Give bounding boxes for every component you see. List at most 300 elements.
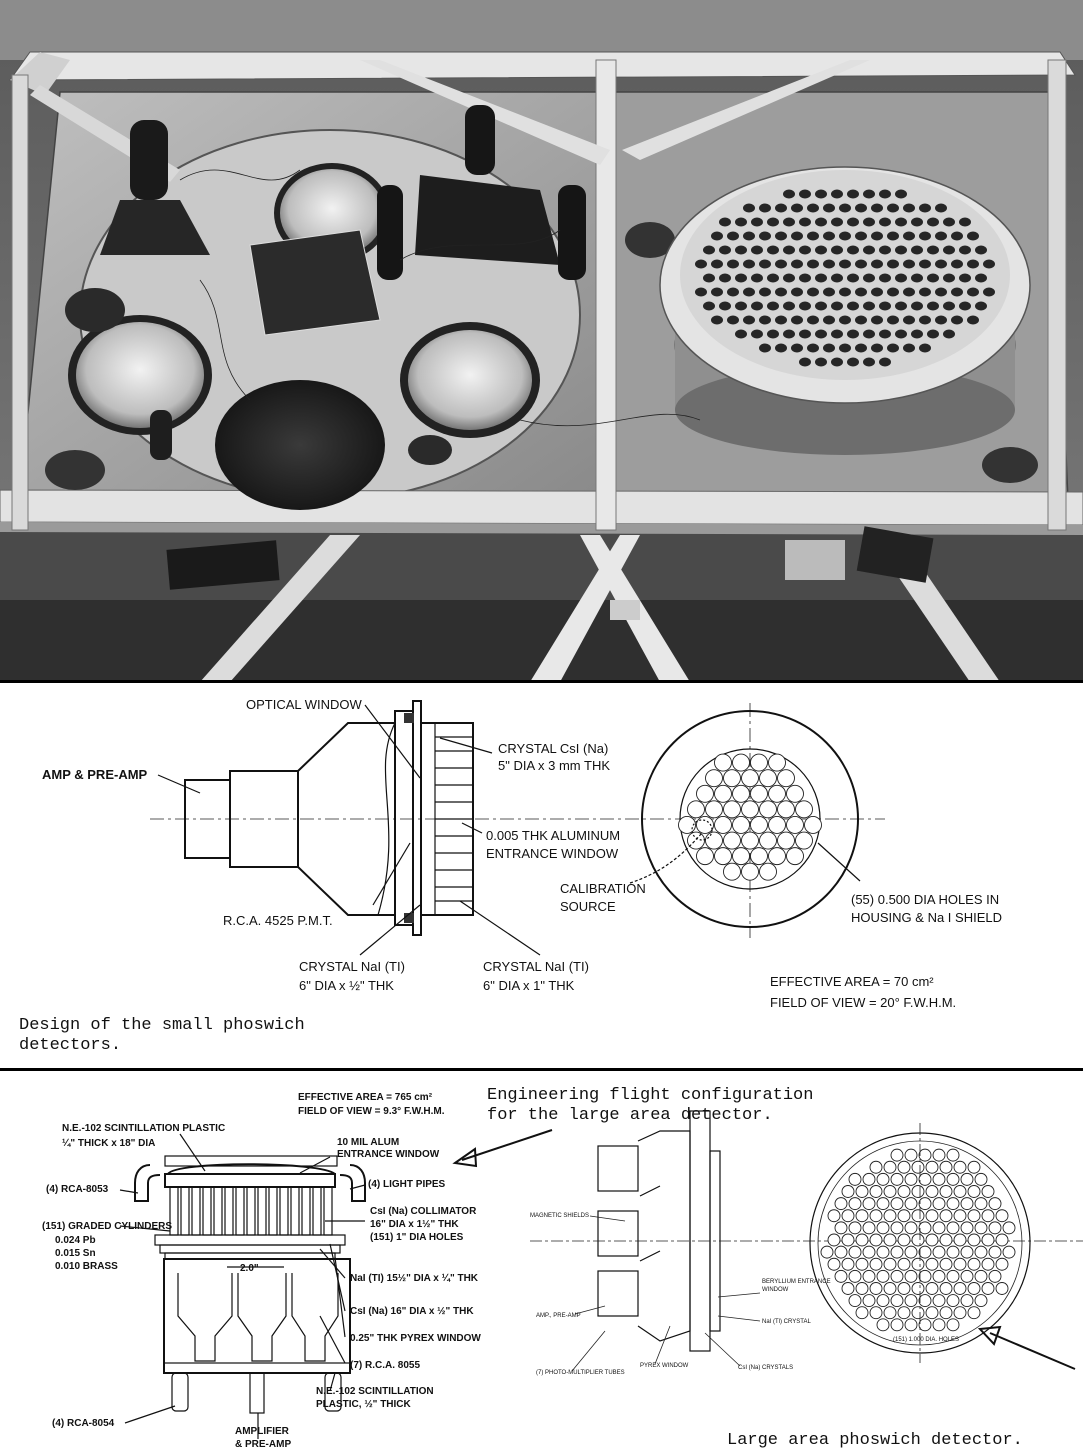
caption-small-1: Design of the small phoswich	[19, 1016, 305, 1035]
hole	[982, 1282, 994, 1294]
hole	[982, 1258, 994, 1270]
photo-hole	[783, 246, 795, 255]
hole	[884, 1234, 896, 1246]
hole	[724, 832, 741, 849]
photo-hole	[935, 316, 947, 325]
hole	[905, 1270, 917, 1282]
hole	[905, 1149, 917, 1161]
hole	[975, 1222, 987, 1234]
photo-hole	[903, 232, 915, 241]
photo-hole	[823, 204, 835, 213]
photo-hole	[727, 260, 739, 269]
hole	[787, 785, 804, 802]
hole	[919, 1270, 931, 1282]
hole	[968, 1307, 980, 1319]
photo-hole	[751, 218, 763, 227]
graded-cylinder	[181, 1187, 189, 1235]
photo-hole	[839, 344, 851, 353]
hole	[933, 1295, 945, 1307]
hole	[961, 1246, 973, 1258]
hole	[787, 848, 804, 865]
hole	[940, 1185, 952, 1197]
photo-hole	[967, 232, 979, 241]
hole	[926, 1234, 938, 1246]
photo-hole	[815, 218, 827, 227]
hole	[947, 1246, 959, 1258]
hole	[863, 1270, 875, 1282]
hole	[975, 1295, 987, 1307]
hole	[954, 1185, 966, 1197]
label-graded-3: 0.015 Sn	[55, 1248, 96, 1259]
hole	[870, 1161, 882, 1173]
photo-hole	[727, 232, 739, 241]
photo-hole	[871, 288, 883, 297]
photo-hole	[895, 302, 907, 311]
hole	[968, 1258, 980, 1270]
hole	[919, 1222, 931, 1234]
hole	[724, 863, 741, 880]
photo-hole	[775, 316, 787, 325]
photo-hole	[727, 288, 739, 297]
hole	[898, 1307, 910, 1319]
hole	[1003, 1246, 1015, 1258]
hole	[898, 1282, 910, 1294]
photo-hole	[855, 232, 867, 241]
photo-hole	[895, 218, 907, 227]
label-rca8053: (4) RCA-8053	[46, 1184, 109, 1195]
hole	[856, 1282, 868, 1294]
photo-hole	[751, 274, 763, 283]
photo-hole	[759, 344, 771, 353]
photo-hole	[799, 246, 811, 255]
photo-hole	[743, 288, 755, 297]
hole	[954, 1282, 966, 1294]
hole	[870, 1210, 882, 1222]
hole	[912, 1185, 924, 1197]
hole	[905, 1173, 917, 1185]
hole	[733, 754, 750, 771]
photo-hole	[839, 316, 851, 325]
label-graded-2: 0.024 Pb	[55, 1235, 96, 1246]
hole	[849, 1222, 861, 1234]
photo-hole	[743, 204, 755, 213]
photo-hole	[823, 344, 835, 353]
hole	[724, 770, 741, 787]
photo-hole	[847, 246, 859, 255]
photo-hole	[831, 302, 843, 311]
hole	[760, 863, 777, 880]
hole	[863, 1246, 875, 1258]
hole	[898, 1210, 910, 1222]
hole	[919, 1295, 931, 1307]
hole	[926, 1282, 938, 1294]
hole	[933, 1319, 945, 1331]
hole	[905, 1319, 917, 1331]
hole	[954, 1307, 966, 1319]
graded-cylinder	[280, 1187, 288, 1235]
hole	[919, 1319, 931, 1331]
hole	[968, 1282, 980, 1294]
photo-hole	[983, 288, 995, 297]
label-holes-2: HOUSING & Na I SHIELD	[851, 910, 1002, 925]
hole	[933, 1270, 945, 1282]
hole	[891, 1295, 903, 1307]
label-calib-2: SOURCE	[560, 899, 616, 914]
hole	[828, 1210, 840, 1222]
photo-hole	[847, 358, 859, 367]
photo-hole	[719, 246, 731, 255]
hole	[891, 1246, 903, 1258]
photo-hole	[815, 274, 827, 283]
hole	[715, 848, 732, 865]
hole	[849, 1198, 861, 1210]
hole	[877, 1173, 889, 1185]
photo-hole	[767, 302, 779, 311]
hole	[870, 1234, 882, 1246]
hole	[954, 1258, 966, 1270]
hole	[891, 1270, 903, 1282]
photo-hole	[911, 330, 923, 339]
photo-hole	[759, 260, 771, 269]
photo-hole	[775, 260, 787, 269]
photo-hole	[783, 218, 795, 227]
photo-hole	[783, 274, 795, 283]
hole	[933, 1246, 945, 1258]
hole	[769, 816, 786, 833]
hole	[870, 1258, 882, 1270]
hole	[919, 1149, 931, 1161]
photo-hole	[735, 274, 747, 283]
hole	[863, 1222, 875, 1234]
hole	[856, 1210, 868, 1222]
hole	[891, 1222, 903, 1234]
hole	[842, 1258, 854, 1270]
label-collimator-1: CsI (Na) COLLIMATOR	[370, 1206, 477, 1217]
label-pyrex: 0.25" THK PYREX WINDOW	[350, 1333, 481, 1344]
photo-hole	[871, 316, 883, 325]
photo-hole	[799, 274, 811, 283]
photo-hole	[879, 302, 891, 311]
photo-hole	[943, 246, 955, 255]
detector-array-photo	[0, 0, 1083, 682]
photo-hole	[871, 260, 883, 269]
hole	[954, 1234, 966, 1246]
photo-hole	[711, 316, 723, 325]
large-area-design	[0, 1071, 1083, 1454]
photo-hole	[775, 204, 787, 213]
photo-hole	[855, 204, 867, 213]
photo-hole	[919, 316, 931, 325]
label-amp-pre: AMP., PRE-AMP	[536, 1313, 581, 1319]
hole	[760, 801, 777, 818]
label-alum-1: 10 MIL ALUM	[337, 1137, 400, 1148]
photo-hole	[831, 358, 843, 367]
label-alum-2: ENTRANCE WINDOW	[337, 1149, 440, 1160]
photo-hole	[775, 232, 787, 241]
photo-drawing	[0, 0, 1083, 682]
photo-hole	[887, 232, 899, 241]
photo-hole	[903, 344, 915, 353]
photo-hole	[879, 274, 891, 283]
hole	[805, 816, 822, 833]
hole	[940, 1234, 952, 1246]
photo-hole	[863, 302, 875, 311]
photo-hole	[887, 316, 899, 325]
large-area: EFFECTIVE AREA = 765 cm²	[298, 1092, 433, 1103]
hole	[989, 1246, 1001, 1258]
photo-hole	[791, 260, 803, 269]
photo-hole	[863, 190, 875, 199]
photo-hole	[927, 246, 939, 255]
hole	[884, 1185, 896, 1197]
photo-hole	[863, 218, 875, 227]
hole	[760, 770, 777, 787]
photo-hole	[799, 358, 811, 367]
photo-hole	[815, 190, 827, 199]
photo-hole	[959, 218, 971, 227]
label-rca8054: (4) RCA-8054	[52, 1418, 115, 1429]
label-csi-1: CRYSTAL CsI (Na)	[498, 741, 609, 756]
hole	[905, 1198, 917, 1210]
hole	[742, 801, 759, 818]
hole	[947, 1295, 959, 1307]
photo-hole	[743, 260, 755, 269]
photo-hole	[927, 330, 939, 339]
label-csi: CsI (Na) 16" DIA x ½" THK	[350, 1306, 474, 1317]
photo-hole	[767, 274, 779, 283]
hole	[912, 1234, 924, 1246]
hole	[891, 1173, 903, 1185]
label-pyrex2: PYREX WINDOW	[640, 1363, 689, 1369]
label-amp-1: AMPLIFIER	[235, 1426, 289, 1437]
hole	[926, 1161, 938, 1173]
photo-hole	[815, 358, 827, 367]
photo-hole	[767, 330, 779, 339]
photo-hole	[799, 218, 811, 227]
photo-hole	[791, 288, 803, 297]
photo-hole	[911, 246, 923, 255]
hole	[947, 1149, 959, 1161]
photo-hole	[703, 302, 715, 311]
graded-cylinder	[313, 1187, 321, 1235]
hole	[919, 1246, 931, 1258]
photo-hole	[815, 246, 827, 255]
hole	[898, 1234, 910, 1246]
hole	[877, 1246, 889, 1258]
photo-hole	[807, 344, 819, 353]
photo-hole	[767, 246, 779, 255]
photo-hole	[807, 260, 819, 269]
photo-hole	[703, 246, 715, 255]
photo-hole	[791, 232, 803, 241]
hole	[877, 1319, 889, 1331]
photo-hole	[975, 274, 987, 283]
hole	[877, 1295, 889, 1307]
photo-hole	[935, 232, 947, 241]
hole	[835, 1270, 847, 1282]
hole	[996, 1282, 1008, 1294]
photo-hole	[719, 274, 731, 283]
hole	[877, 1198, 889, 1210]
photo-hole	[887, 344, 899, 353]
hole	[891, 1319, 903, 1331]
hole	[954, 1161, 966, 1173]
photo-hole	[831, 330, 843, 339]
hole	[961, 1198, 973, 1210]
hole	[778, 770, 795, 787]
photo-hole	[967, 288, 979, 297]
hole	[968, 1234, 980, 1246]
hole	[933, 1222, 945, 1234]
caption-large-bottom: Large area phoswich detector.	[727, 1431, 1023, 1450]
photo-hole	[839, 232, 851, 241]
photo-hole	[711, 260, 723, 269]
photo-hole	[871, 344, 883, 353]
hole	[835, 1222, 847, 1234]
photo-hole	[959, 302, 971, 311]
large-design-drawing	[0, 1071, 1083, 1454]
photo-hole	[943, 330, 955, 339]
label-csi-2: 5" DIA x 3 mm THK	[498, 758, 611, 773]
photo-hole	[943, 274, 955, 283]
photo-hole	[927, 302, 939, 311]
photo-hole	[775, 288, 787, 297]
photo-hole	[943, 218, 955, 227]
photo-hole	[895, 274, 907, 283]
label-pmt: (7) PHOTO-MULTIPLIER TUBES	[536, 1370, 625, 1376]
hole	[961, 1222, 973, 1234]
hole	[884, 1282, 896, 1294]
label-csi2: CsI (Na) CRYSTALS	[738, 1365, 794, 1371]
hole	[912, 1161, 924, 1173]
photo-hole	[791, 204, 803, 213]
photo-hole	[759, 232, 771, 241]
photo-hole	[871, 204, 883, 213]
light-pipe-right	[340, 1165, 365, 1201]
photo-hole	[831, 274, 843, 283]
hole	[982, 1185, 994, 1197]
hole	[940, 1210, 952, 1222]
hole	[891, 1149, 903, 1161]
label-optical-window: OPTICAL WINDOW	[246, 697, 362, 712]
label-nai-thick-1: CRYSTAL NaI (TI)	[483, 959, 589, 974]
small-design-drawing	[0, 683, 1083, 1069]
hole	[912, 1282, 924, 1294]
hole	[706, 770, 723, 787]
photo-hole	[847, 218, 859, 227]
photo-hole	[959, 274, 971, 283]
hole	[926, 1258, 938, 1270]
label-ne102-bot-1: N.E.-102 SCINTILLATION	[316, 1386, 434, 1397]
hole	[940, 1282, 952, 1294]
hole	[996, 1210, 1008, 1222]
label-alum-1: 0.005 THK ALUMINUM	[486, 828, 621, 843]
hole	[968, 1161, 980, 1173]
label-nai-thin-2: 6" DIA x ½" THK	[299, 978, 394, 993]
hole	[877, 1270, 889, 1282]
hole	[891, 1198, 903, 1210]
hole	[877, 1222, 889, 1234]
photo-hole	[759, 316, 771, 325]
photo-hole	[919, 204, 931, 213]
hole	[751, 785, 768, 802]
hole	[947, 1319, 959, 1331]
photo-hole	[743, 316, 755, 325]
hole	[769, 754, 786, 771]
photo-hole	[735, 218, 747, 227]
photo-hole	[783, 190, 795, 199]
photo-hole	[879, 246, 891, 255]
hole	[742, 770, 759, 787]
photo-hole	[863, 330, 875, 339]
photo-hole	[855, 316, 867, 325]
photo-hole	[863, 246, 875, 255]
photo-hole	[807, 232, 819, 241]
hole	[898, 1185, 910, 1197]
label-holes-1: (55) 0.500 DIA HOLES IN	[851, 892, 1000, 907]
photo-hole	[919, 344, 931, 353]
hole	[940, 1258, 952, 1270]
hole	[919, 1198, 931, 1210]
label-collimator-2: 16" DIA x 1½" THK	[370, 1219, 459, 1230]
label-nai: NaI (TI) 15½" DIA x ¼" THK	[350, 1273, 479, 1284]
hole	[982, 1210, 994, 1222]
hole	[870, 1307, 882, 1319]
photo-hole	[759, 288, 771, 297]
hole	[724, 801, 741, 818]
photo-hole	[903, 316, 915, 325]
hole	[961, 1173, 973, 1185]
photo-hole	[911, 274, 923, 283]
photo-hole	[847, 274, 859, 283]
hole	[742, 832, 759, 849]
photo-hole	[935, 204, 947, 213]
photo-hole	[847, 190, 859, 199]
photo-hole	[711, 232, 723, 241]
photo-hole	[839, 288, 851, 297]
hole	[975, 1270, 987, 1282]
label-ne102-top-2: ¼" THICK x 18" DIA	[62, 1138, 156, 1149]
hole	[961, 1270, 973, 1282]
hole	[778, 801, 795, 818]
photo-hole	[831, 218, 843, 227]
label-graded-4: 0.010 BRASS	[55, 1261, 118, 1272]
photo-hole	[919, 288, 931, 297]
hole	[821, 1246, 833, 1258]
photo-hole	[951, 316, 963, 325]
photo-hole	[743, 232, 755, 241]
photo-hole	[919, 260, 931, 269]
hole	[961, 1295, 973, 1307]
photo-hole	[735, 302, 747, 311]
photo-hole	[703, 274, 715, 283]
hole	[926, 1307, 938, 1319]
label-dim: 2.0"	[240, 1263, 259, 1274]
photo-hole	[919, 232, 931, 241]
hole	[751, 816, 768, 833]
photo-hole	[751, 330, 763, 339]
photo-hole	[735, 330, 747, 339]
label-ne102-bot-2: PLASTIC, ½" THICK	[316, 1399, 411, 1410]
caption-small-2: detectors.	[19, 1036, 122, 1055]
hole	[733, 785, 750, 802]
hole	[769, 785, 786, 802]
label-nai-thin-1: CRYSTAL NaI (TI)	[299, 959, 405, 974]
photo-hole	[799, 330, 811, 339]
hole	[733, 816, 750, 833]
photo-hole	[807, 204, 819, 213]
hole	[828, 1258, 840, 1270]
